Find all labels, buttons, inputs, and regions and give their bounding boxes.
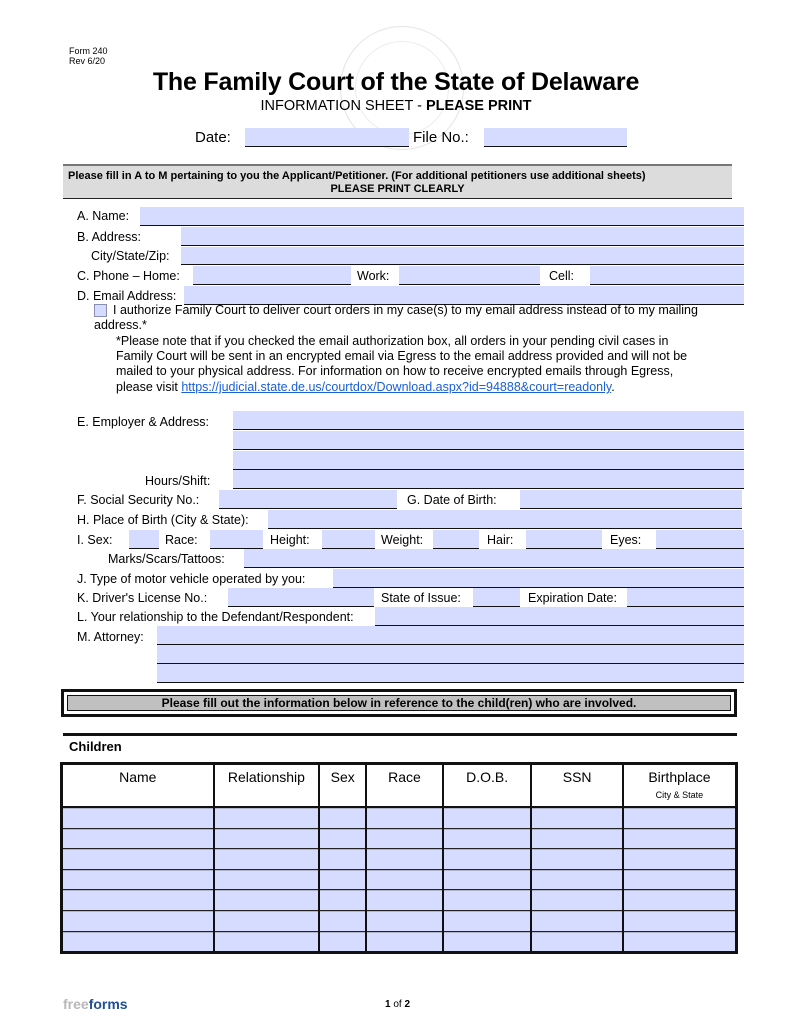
child-sex-field[interactable] (320, 829, 365, 849)
relationship-field[interactable] (375, 607, 744, 626)
attorney-field-3[interactable] (157, 664, 744, 683)
employer-field-1[interactable] (233, 411, 744, 430)
email-authorization-checkbox[interactable] (94, 304, 107, 317)
eyes-field[interactable] (656, 530, 744, 549)
col-header-dob: D.O.B. (443, 764, 532, 808)
email-note-2: Family Court will be sent in an encrypted email via Egress to the email address provided and will not be (116, 349, 688, 363)
email-auth-text-2: address.* (94, 318, 147, 332)
hair-label: Hair: (487, 533, 514, 547)
weight-label: Weight: (381, 533, 424, 547)
phone-work-label: Work: (357, 269, 390, 283)
egress-info-link[interactable]: https://judicial.state.de.us/courtdox/Download.aspx?id=94888&court=readonly (181, 380, 612, 394)
table-row (62, 849, 737, 870)
child-name-field[interactable] (63, 808, 213, 828)
child-race-field[interactable] (367, 932, 442, 952)
children-top-rule (63, 733, 737, 736)
child-relationship-field[interactable] (215, 808, 319, 828)
note-prefix: please visit (116, 380, 182, 394)
instructions-line-1: Please fill in A to M pertaining to you the Applicant/Petitioner. (For additional petitioners use additional sheets) (68, 170, 646, 182)
child-dob-field[interactable] (444, 932, 531, 952)
child-ssn-field[interactable] (532, 911, 621, 931)
table-row (62, 807, 737, 828)
hair-field[interactable] (526, 530, 602, 549)
city-state-zip-label: City/State/Zip: (91, 249, 170, 263)
date-field[interactable] (245, 128, 409, 147)
form-number: Form 240 (69, 46, 108, 56)
child-race-field[interactable] (367, 808, 442, 828)
employer-label: E. Employer & Address: (77, 415, 210, 429)
child-race-field[interactable] (367, 870, 442, 890)
child-ssn-field[interactable] (532, 890, 621, 910)
race-field[interactable] (210, 530, 263, 549)
instructions-band (63, 164, 732, 199)
marks-label: Marks/Scars/Tattoos: (108, 552, 225, 566)
vehicle-label: J. Type of motor vehicle operated by you: (77, 572, 306, 586)
child-dob-field[interactable] (444, 829, 531, 849)
hours-shift-field[interactable] (233, 470, 744, 489)
child-birthplace-field[interactable] (624, 890, 735, 910)
hours-shift-label: Hours/Shift: (145, 474, 211, 488)
child-ssn-field[interactable] (532, 808, 621, 828)
name-field[interactable] (140, 207, 744, 226)
child-ssn-field[interactable] (532, 870, 621, 890)
instructions-line-2: PLEASE PRINT CLEARLY (330, 183, 465, 195)
page-total: 2 (404, 999, 411, 1010)
child-relationship-field[interactable] (215, 870, 319, 890)
child-name-field[interactable] (63, 932, 213, 952)
child-race-field[interactable] (367, 829, 442, 849)
child-name-field[interactable] (63, 829, 213, 849)
col-header-ssn: SSN (531, 764, 622, 808)
vehicle-field[interactable] (333, 569, 744, 588)
state-of-issue-label: State of Issue: (381, 591, 461, 605)
children-table-header (62, 764, 737, 808)
children-table (60, 762, 738, 954)
child-birthplace-field[interactable] (624, 870, 735, 890)
page-of: of (390, 999, 405, 1010)
relationship-label: L. Your relationship to the Defendant/Respondent: (77, 610, 354, 624)
file-no-field[interactable] (484, 128, 627, 147)
page-subtitle (0, 98, 792, 114)
child-race-field[interactable] (367, 911, 442, 931)
table-row (62, 910, 737, 931)
page-title: The Family Court of the State of Delaware (152, 68, 640, 96)
phone-work-field[interactable] (399, 266, 540, 285)
child-name-field[interactable] (63, 849, 213, 869)
child-dob-field[interactable] (444, 870, 531, 890)
child-sex-field[interactable] (320, 911, 365, 931)
phone-home-field[interactable] (193, 266, 351, 285)
child-relationship-field[interactable] (215, 849, 319, 869)
child-ssn-field[interactable] (532, 829, 621, 849)
subtitle-bold: PLEASE PRINT (425, 98, 532, 114)
race-label: Race: (165, 533, 198, 547)
height-field[interactable] (322, 530, 375, 549)
email-note-1: *Please note that if you checked the email authorization box, all orders in your pending civil cases in (116, 334, 669, 348)
child-dob-field[interactable] (444, 849, 531, 869)
subtitle-plain: INFORMATION SHEET - (260, 98, 426, 114)
table-row (62, 890, 737, 911)
child-sex-field[interactable] (320, 870, 365, 890)
table-row (62, 828, 737, 849)
page-number (385, 999, 410, 1010)
ssn-label: F. Social Security No.: (77, 493, 200, 507)
child-sex-field[interactable] (320, 890, 365, 910)
child-dob-field[interactable] (444, 890, 531, 910)
child-relationship-field[interactable] (215, 932, 319, 952)
email-label: D. Email Address: (77, 289, 177, 303)
email-note-3: mailed to your physical address. For information on how to receive encrypted emails through Egress, (116, 364, 674, 378)
ssn-field[interactable] (219, 490, 397, 509)
child-name-field[interactable] (63, 870, 213, 890)
col-header-relationship: Relationship (214, 764, 320, 808)
attorney-label: M. Attorney: (77, 630, 144, 644)
file-no-label: File No.: (413, 129, 469, 146)
table-row (62, 869, 737, 890)
weight-field[interactable] (433, 530, 479, 549)
employer-field-3[interactable] (233, 451, 744, 470)
child-name-field[interactable] (63, 911, 213, 931)
child-birthplace-field[interactable] (624, 829, 735, 849)
marks-field[interactable] (244, 549, 744, 568)
drivers-license-field[interactable] (228, 588, 374, 607)
brand-light: free (63, 996, 89, 1012)
col-header-birthplace (623, 764, 737, 808)
child-race-field[interactable] (367, 890, 442, 910)
child-name-field[interactable] (63, 890, 213, 910)
child-dob-field[interactable] (444, 808, 531, 828)
child-sex-field[interactable] (320, 932, 365, 952)
child-dob-field[interactable] (444, 911, 531, 931)
note-suffix: . (611, 380, 615, 394)
child-ssn-field[interactable] (532, 849, 621, 869)
dob-field[interactable] (520, 490, 742, 509)
sex-label: I. Sex: (77, 533, 113, 547)
phone-cell-label: Cell: (549, 269, 575, 283)
form-revision: Rev 6/20 (69, 56, 106, 66)
table-row (62, 931, 737, 953)
child-birthplace-field[interactable] (624, 932, 735, 952)
address-label: B. Address: (77, 230, 141, 244)
child-sex-field[interactable] (320, 808, 365, 828)
child-relationship-field[interactable] (215, 890, 319, 910)
expiration-date-label: Expiration Date: (528, 591, 617, 605)
brand-dark: forms (88, 996, 128, 1012)
eyes-label: Eyes: (610, 533, 642, 547)
child-ssn-field[interactable] (532, 932, 621, 952)
email-auth-text-1: I authorize Family Court to deliver court orders in my case(s) to my email address instead of to my mailing (113, 303, 698, 317)
children-notice-text: Please fill out the information below in reference to the child(ren) who are involved. (67, 695, 731, 711)
employer-field-2[interactable] (233, 431, 744, 450)
child-birthplace-field[interactable] (624, 911, 735, 931)
attorney-field-1[interactable] (157, 626, 744, 645)
child-relationship-field[interactable] (215, 829, 319, 849)
sex-field[interactable] (129, 530, 159, 549)
child-birthplace-field[interactable] (624, 808, 735, 828)
child-relationship-field[interactable] (215, 911, 319, 931)
children-notice-banner (61, 689, 737, 717)
state-of-issue-field[interactable] (473, 588, 520, 607)
col-header-race: Race (366, 764, 443, 808)
name-label: A. Name: (77, 209, 130, 223)
birthplace-subtitle: City & State (655, 790, 704, 800)
phone-cell-field[interactable] (590, 266, 744, 285)
phone-home-label: C. Phone – Home: (77, 269, 180, 283)
col-header-sex: Sex (319, 764, 366, 808)
children-heading: Children (69, 739, 122, 754)
expiration-date-field[interactable] (627, 588, 744, 607)
city-state-zip-field[interactable] (181, 247, 744, 265)
place-of-birth-field[interactable] (268, 510, 742, 529)
child-race-field[interactable] (367, 849, 442, 869)
dob-label: G. Date of Birth: (407, 493, 497, 507)
freeforms-logo (63, 996, 128, 1012)
address-field[interactable] (181, 227, 744, 246)
date-label: Date: (195, 129, 231, 146)
child-sex-field[interactable] (320, 849, 365, 869)
height-label: Height: (270, 533, 310, 547)
place-of-birth-label: H. Place of Birth (City & State): (77, 513, 249, 527)
page-current: 1 (385, 999, 391, 1010)
drivers-license-label: K. Driver's License No.: (77, 591, 208, 605)
attorney-field-2[interactable] (157, 645, 744, 664)
birthplace-title: Birthplace (648, 769, 711, 785)
col-header-name: Name (62, 764, 214, 808)
email-note-4 (116, 380, 615, 395)
child-birthplace-field[interactable] (624, 849, 735, 869)
